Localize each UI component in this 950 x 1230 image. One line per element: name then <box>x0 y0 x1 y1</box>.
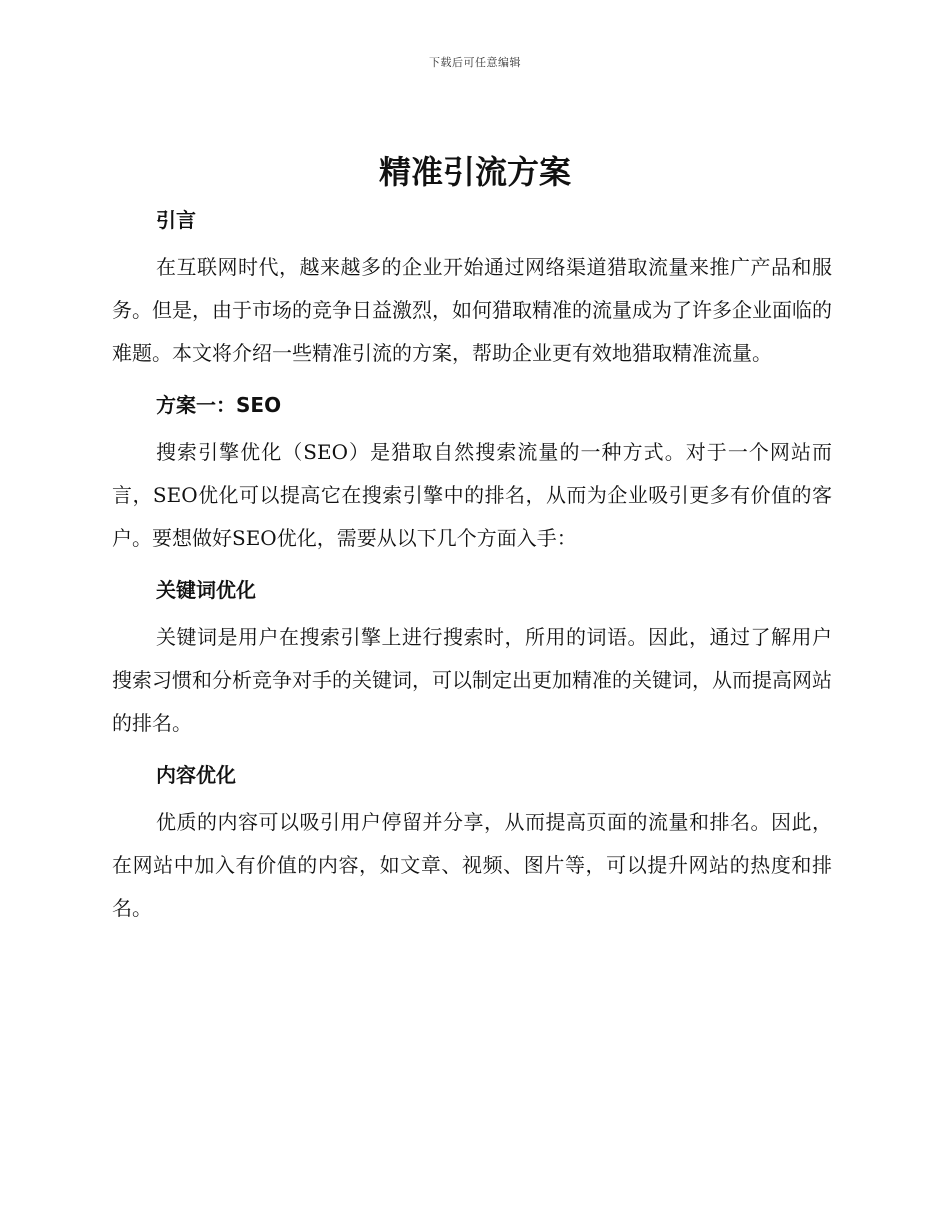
section-heading-content: 内容优化 <box>156 763 236 787</box>
document-body <box>112 200 832 938</box>
section-paragraph-seo: 搜索引擎优化（SEO）是猎取自然搜索流量的一种方式。对于一个网站而言，SEO优化可以提高它在搜索引擎中的排名，从而为企业吸引更多有价值的客户。要想做好SEO优化，需要从以下几个方面入手： <box>112 440 832 550</box>
section-paragraph-keywords: 关键词是用户在搜索引擎上进行搜索时，所用的词语。因此，通过了解用户搜索习惯和分析竞争对手的关键词，可以制定出更加精准的关键词，从而提高网站的排名。 <box>112 625 832 735</box>
section-heading-seo: 方案一：SEO <box>156 393 282 417</box>
section-paragraph-intro: 在互联网时代，越来越多的企业开始通过网络渠道猎取流量来推广产品和服务。但是，由于市场的竞争日益激烈，如何猎取精准的流量成为了许多企业面临的难题。本文将介绍一些精准引流的方案，帮助企业更有效地猎取精准流量。 <box>112 255 832 365</box>
section-heading-keywords: 关键词优化 <box>156 578 256 602</box>
section-paragraph-content: 优质的内容可以吸引用户停留并分享，从而提高页面的流量和排名。因此，在网站中加入有价值的内容，如文章、视频、图片等，可以提升网站的热度和排名。 <box>112 810 832 920</box>
document-title: 精准引流方案 <box>378 153 571 191</box>
section-heading-intro: 引言 <box>156 208 196 232</box>
page-header-note: 下载后可任意编辑 <box>429 56 521 69</box>
